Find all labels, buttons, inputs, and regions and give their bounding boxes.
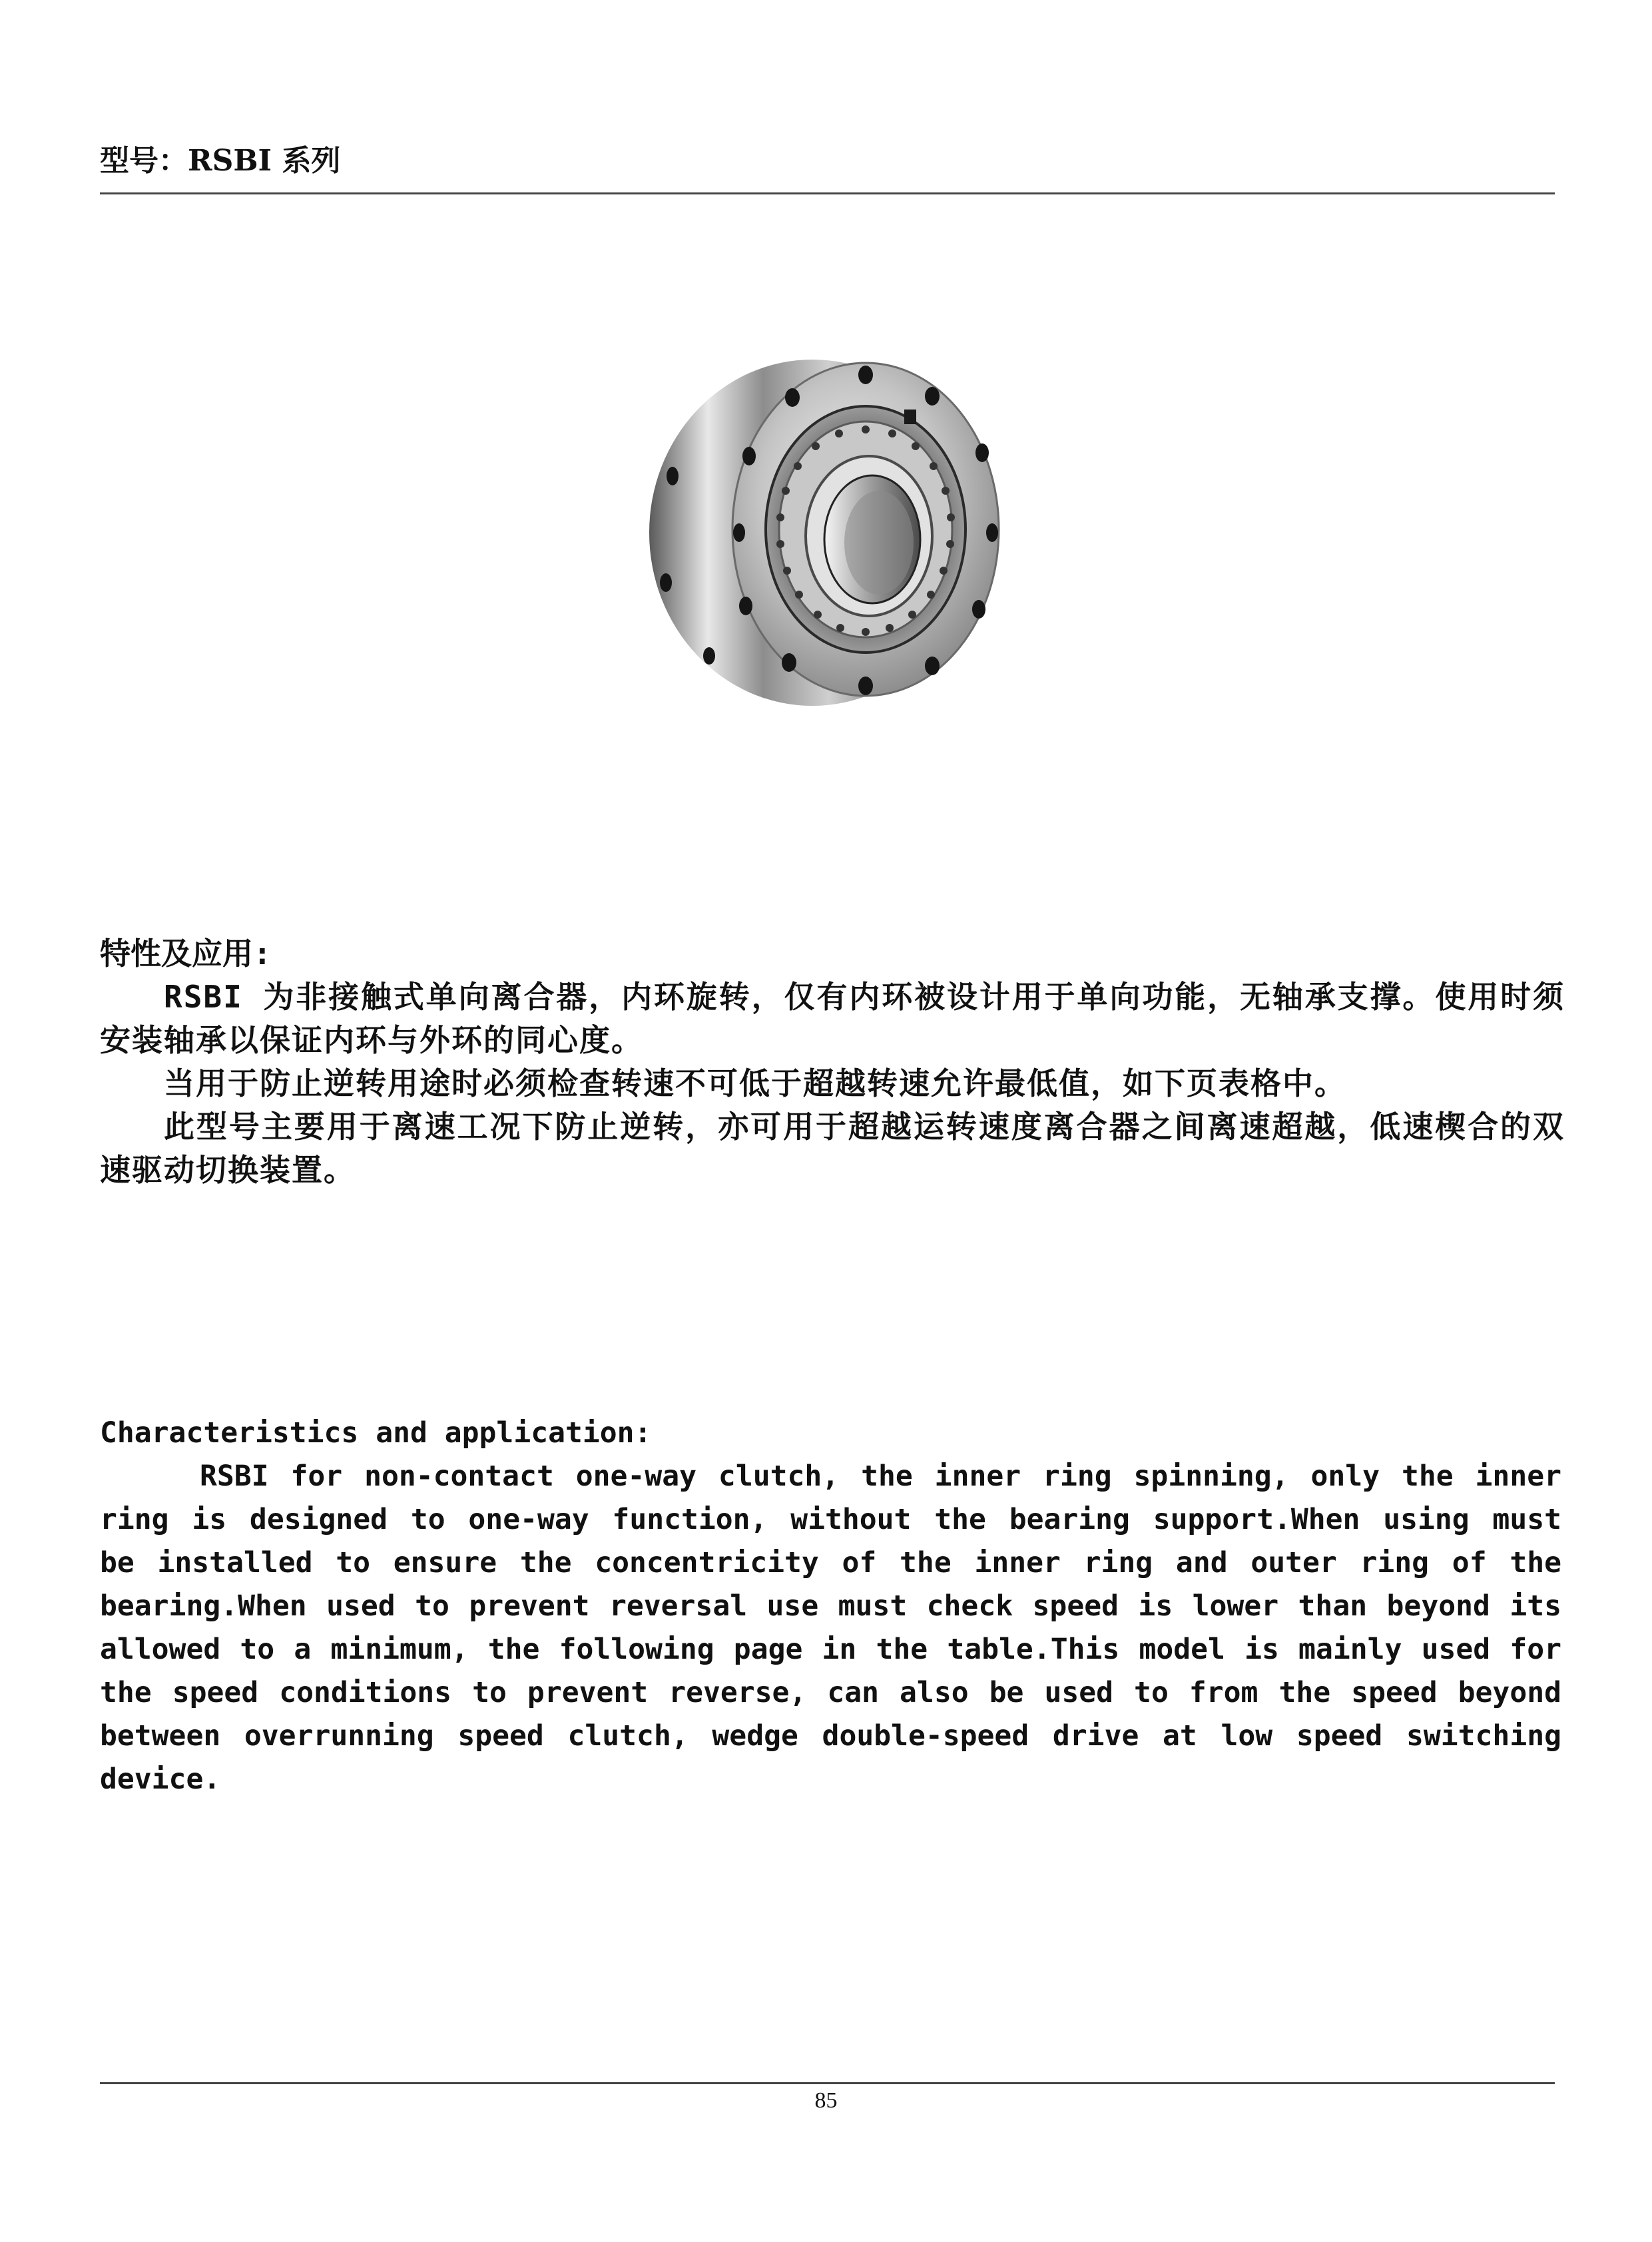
chinese-paragraph-1: RSBI 为非接触式单向离合器，内环旋转，仅有内环被设计用于单向功能，无轴承支撑。使用时须安装轴承以保证内环与外环的同心度。 bbox=[100, 979, 1565, 1058]
english-paragraph: RSBI for non-contact one-way clutch, the inner ring spinning, only the inner ring is designed to one-way function, without the bearing support.When using must be installed to ensure the concentricity of the inner ring and outer ring of the bearing.When used to prevent reversal use must check speed is lower than beyond its allowed to a minimum, the following page in the table.This model is mainly used for the speed conditions to prevent reverse, can also be used to from the speed beyond between overrunning speed clutch, wedge double-speed drive at low speed switching device. bbox=[100, 1460, 1561, 1796]
product-photo bbox=[646, 343, 1005, 712]
english-heading: Characteristics and application: bbox=[100, 1416, 652, 1450]
header-divider bbox=[100, 192, 1555, 194]
keyway bbox=[904, 410, 916, 424]
english-description bbox=[100, 1412, 1561, 1801]
chinese-paragraph-2: 当用于防止逆转用途时必须检查转速不可低于超越转速允许最低值，如下页表格中。 bbox=[164, 1065, 1346, 1101]
clutch-bearing-image bbox=[646, 343, 1005, 712]
page-number: 85 bbox=[814, 2088, 838, 2113]
chinese-heading: 特性及应用: bbox=[100, 936, 272, 972]
chinese-paragraph-3: 此型号主要用于离速工况下防止逆转，亦可用于超越运转速度离合器之间离速超越，低速楔合的双速驱动切换装置。 bbox=[100, 1109, 1565, 1188]
chinese-description bbox=[100, 932, 1565, 1192]
page-header-title: 型号：RSBI 系列 bbox=[100, 144, 341, 178]
